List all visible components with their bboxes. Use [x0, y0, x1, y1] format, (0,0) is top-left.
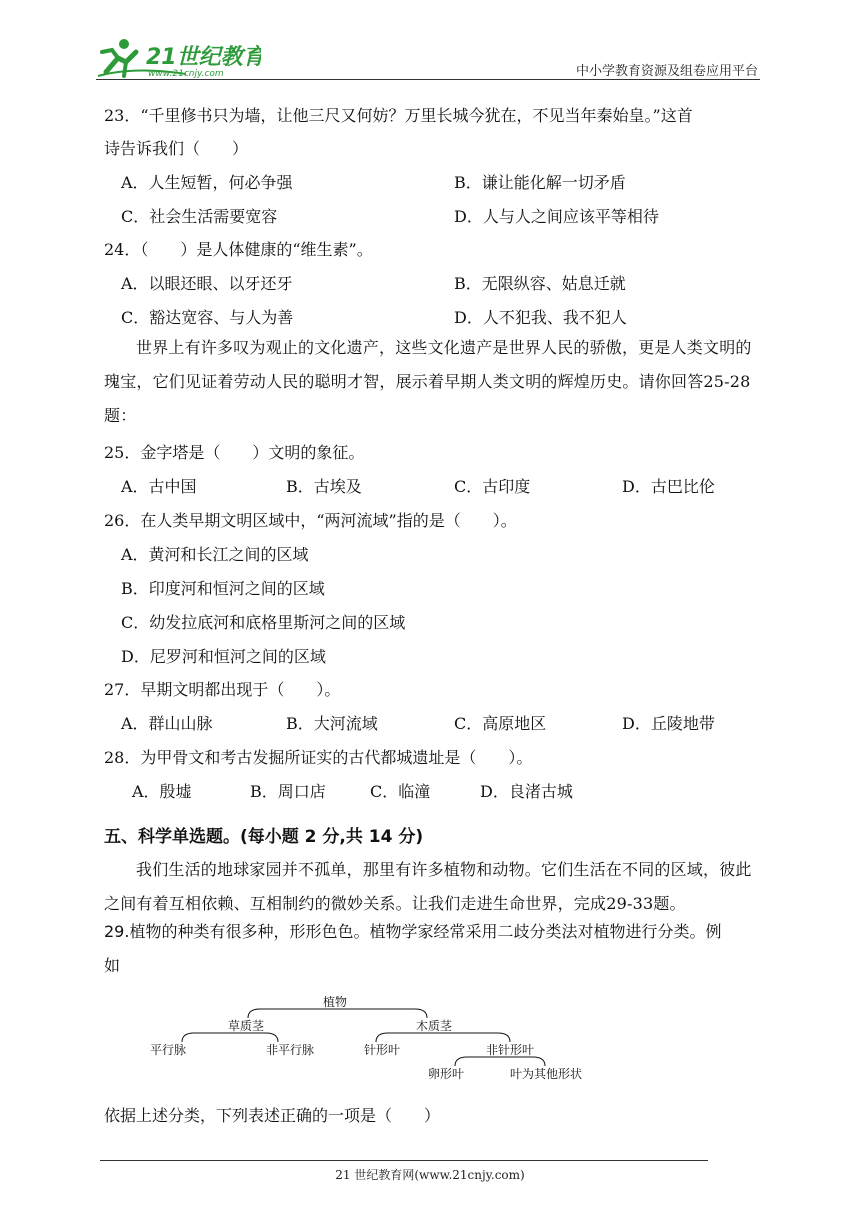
q26-option-b: B．印度河和恒河之间的区域 — [121, 579, 325, 598]
q29-stem-line1: 29.植物的种类有很多种，形形色色。植物学家经常采用二歧分类法对植物进行分类。例 — [104, 922, 722, 941]
q23-option-d: D．人与人之间应该平等相待 — [454, 207, 659, 226]
tree-needle-leaf-label: 针形叶 — [364, 1043, 401, 1057]
footer-divider — [100, 1160, 708, 1161]
q24-option-a: A．以眼还眼、以牙还牙 — [121, 274, 293, 293]
q25-option-c: C．古印度 — [454, 477, 531, 496]
q29-stem-line2: 如 — [104, 956, 121, 975]
tree-non-needle-leaf-label: 非针形叶 — [486, 1043, 535, 1057]
tree-other-leaf-label: 叶为其他形状 — [510, 1067, 583, 1081]
runner-logo-icon — [96, 36, 261, 80]
q23-stem-line1: 23．“千里修书只为墙，让他三尺又何妨？万里长城今犹在，不见当年秦始皇。”这首 — [104, 106, 693, 125]
q23-option-c: C．社会生活需要宽容 — [121, 207, 278, 226]
q26-option-c: C．幼发拉底河和底格里斯河之间的区域 — [121, 613, 406, 632]
section-5-intro: 我们生活的地球家园并不孤单，那里有许多植物和动物。它们生活在不同的区域，彼此之间有着互相依赖、互相制约的微妙关系。让我们走进生命世界，完成29-33题。 — [104, 860, 752, 913]
q27-option-c: C．高原地区 — [454, 714, 547, 733]
tree-root-label: 植物 — [323, 995, 348, 1009]
q28-option-d: D．良渚古城 — [480, 782, 573, 801]
q28-option-a: A．殷墟 — [132, 782, 192, 801]
q24-option-b: B．无限纵容、姑息迁就 — [454, 274, 626, 293]
tree-woody-label: 木质茎 — [416, 1019, 453, 1033]
intro-25-28: 世界上有许多叹为观止的文化遗产，这些文化遗产是世界人民的骄傲，更是人类文明的瑰宝，它们见证着劳动人民的聪明才智，展示着早期人类文明的辉煌历史。请你回答25-28题： — [104, 338, 752, 425]
q24-stem: 24．（ ）是人体健康的“维生素”。 — [104, 240, 373, 259]
logo-url: www.21cnjy.com — [148, 69, 224, 79]
tree-non-parallel-vein-label: 非平行脉 — [266, 1043, 315, 1057]
tree-ovate-leaf-label: 卵形叶 — [428, 1067, 465, 1081]
q24-option-d: D．人不犯我、我不犯人 — [454, 308, 627, 327]
q27-option-b: B．大河流域 — [286, 714, 378, 733]
bracket-herb — [182, 1033, 278, 1042]
q25-option-a: A．古中国 — [121, 477, 197, 496]
q28-stem: 28．为甲骨文和考古发掘所证实的古代都城遗址是（ ）。 — [104, 748, 533, 767]
q27-option-a: A．群山山脉 — [121, 714, 213, 733]
q25-option-b: B．古埃及 — [286, 477, 362, 496]
tree-parallel-vein-label: 平行脉 — [150, 1043, 187, 1057]
dichotomous-key-diagram — [140, 990, 610, 1094]
header-platform-text: 中小学教育资源及组卷应用平台 — [575, 64, 758, 79]
bracket-nonneedle — [455, 1057, 545, 1066]
q25-stem: 25．金字塔是（ ）文明的象征。 — [104, 443, 365, 462]
q23-stem-line2: 诗告诉我们（ ） — [104, 139, 249, 158]
q26-option-a: A．黄河和长江之间的区域 — [121, 545, 309, 564]
section-5-title: 五、科学单选题。(每小题 2 分,共 14 分) — [104, 827, 424, 847]
q23-option-a: A．人生短暂，何必争强 — [121, 173, 293, 192]
logo-text: 21世纪教育 — [146, 45, 261, 70]
q28-option-b: B．周口店 — [250, 782, 326, 801]
q29-question: 依据上述分类，下列表述正确的一项是（ ） — [104, 1106, 441, 1125]
q25-option-d: D．古巴比伦 — [622, 477, 715, 496]
q26-option-d: D．尼罗河和恒河之间的区域 — [121, 647, 326, 666]
footer-text: 21 世纪教育网(www.21cnjy.com) — [335, 1168, 525, 1182]
site-logo — [96, 36, 261, 80]
q28-option-c: C．临潼 — [370, 782, 431, 801]
q24-option-c: C．豁达宽容、与人为善 — [121, 308, 294, 327]
tree-herbaceous-label: 草质茎 — [228, 1019, 265, 1033]
bracket-root — [248, 1009, 427, 1018]
bracket-wood — [376, 1033, 510, 1042]
q27-stem: 27．早期文明都出现于（ ）。 — [104, 680, 341, 699]
q26-stem: 26．在人类早期文明区域中，“两河流域”指的是（ ）。 — [104, 511, 517, 530]
header-divider — [96, 79, 760, 80]
q23-option-b: B．谦让能化解一切矛盾 — [454, 173, 626, 192]
q27-option-d: D．丘陵地带 — [622, 714, 715, 733]
